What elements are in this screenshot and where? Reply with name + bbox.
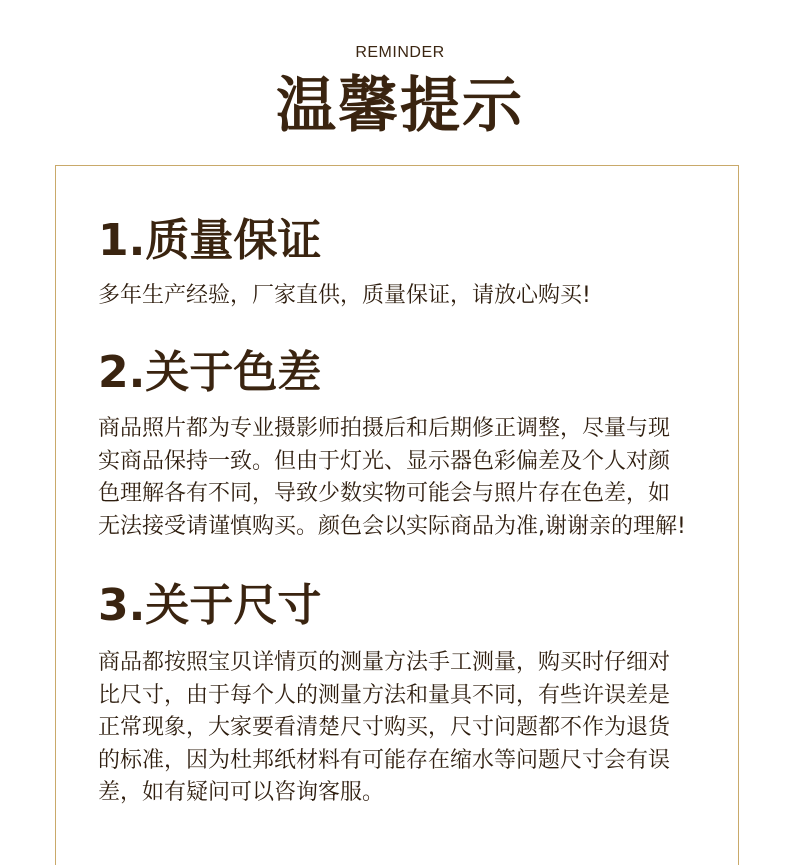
section-heading-color: 2.关于色差 bbox=[98, 347, 322, 398]
section-line: 商品照片都为专业摄影师拍摄后和后期修正调整，尽量与现 bbox=[98, 416, 671, 441]
reminder-subtitle: REMINDER bbox=[355, 44, 445, 61]
section-body-size bbox=[98, 647, 718, 810]
section-line: 商品都按照宝贝详情页的测量方法手工测量，购买时仔细对 bbox=[98, 650, 671, 675]
section-body-color bbox=[98, 413, 718, 543]
section-line: 无法接受请谨慎购买。颜色会以实际商品为准,谢谢亲的理解! bbox=[98, 513, 686, 539]
section-body-quality bbox=[98, 280, 718, 313]
section-heading-quality: 1.质量保证 bbox=[98, 215, 322, 266]
section-line: 差，如有疑问可以咨询客服。 bbox=[98, 780, 385, 805]
section-line: 比尺寸，由于每个人的测量方法和量具不同，有些许误差是 bbox=[98, 682, 671, 708]
section-line: 实商品保持一致。但由于灯光、显示器色彩偏差及个人对颜 bbox=[98, 448, 671, 474]
section-line: 色理解各有不同，导致少数实物可能会与照片存在色差，如 bbox=[98, 481, 671, 506]
section-line: 多年生产经验，厂家直供，质量保证，请放心购买! bbox=[98, 283, 591, 308]
section-line: 的标准，因为杜邦纸材料有可能存在缩水等问题尺寸会有误 bbox=[98, 747, 671, 773]
page-title: 温馨提示 bbox=[276, 71, 524, 141]
section-line: 正常现象，大家要看清楚尺寸购买，尺寸问题都不作为退货 bbox=[98, 715, 671, 740]
section-heading-size: 3.关于尺寸 bbox=[98, 580, 322, 631]
